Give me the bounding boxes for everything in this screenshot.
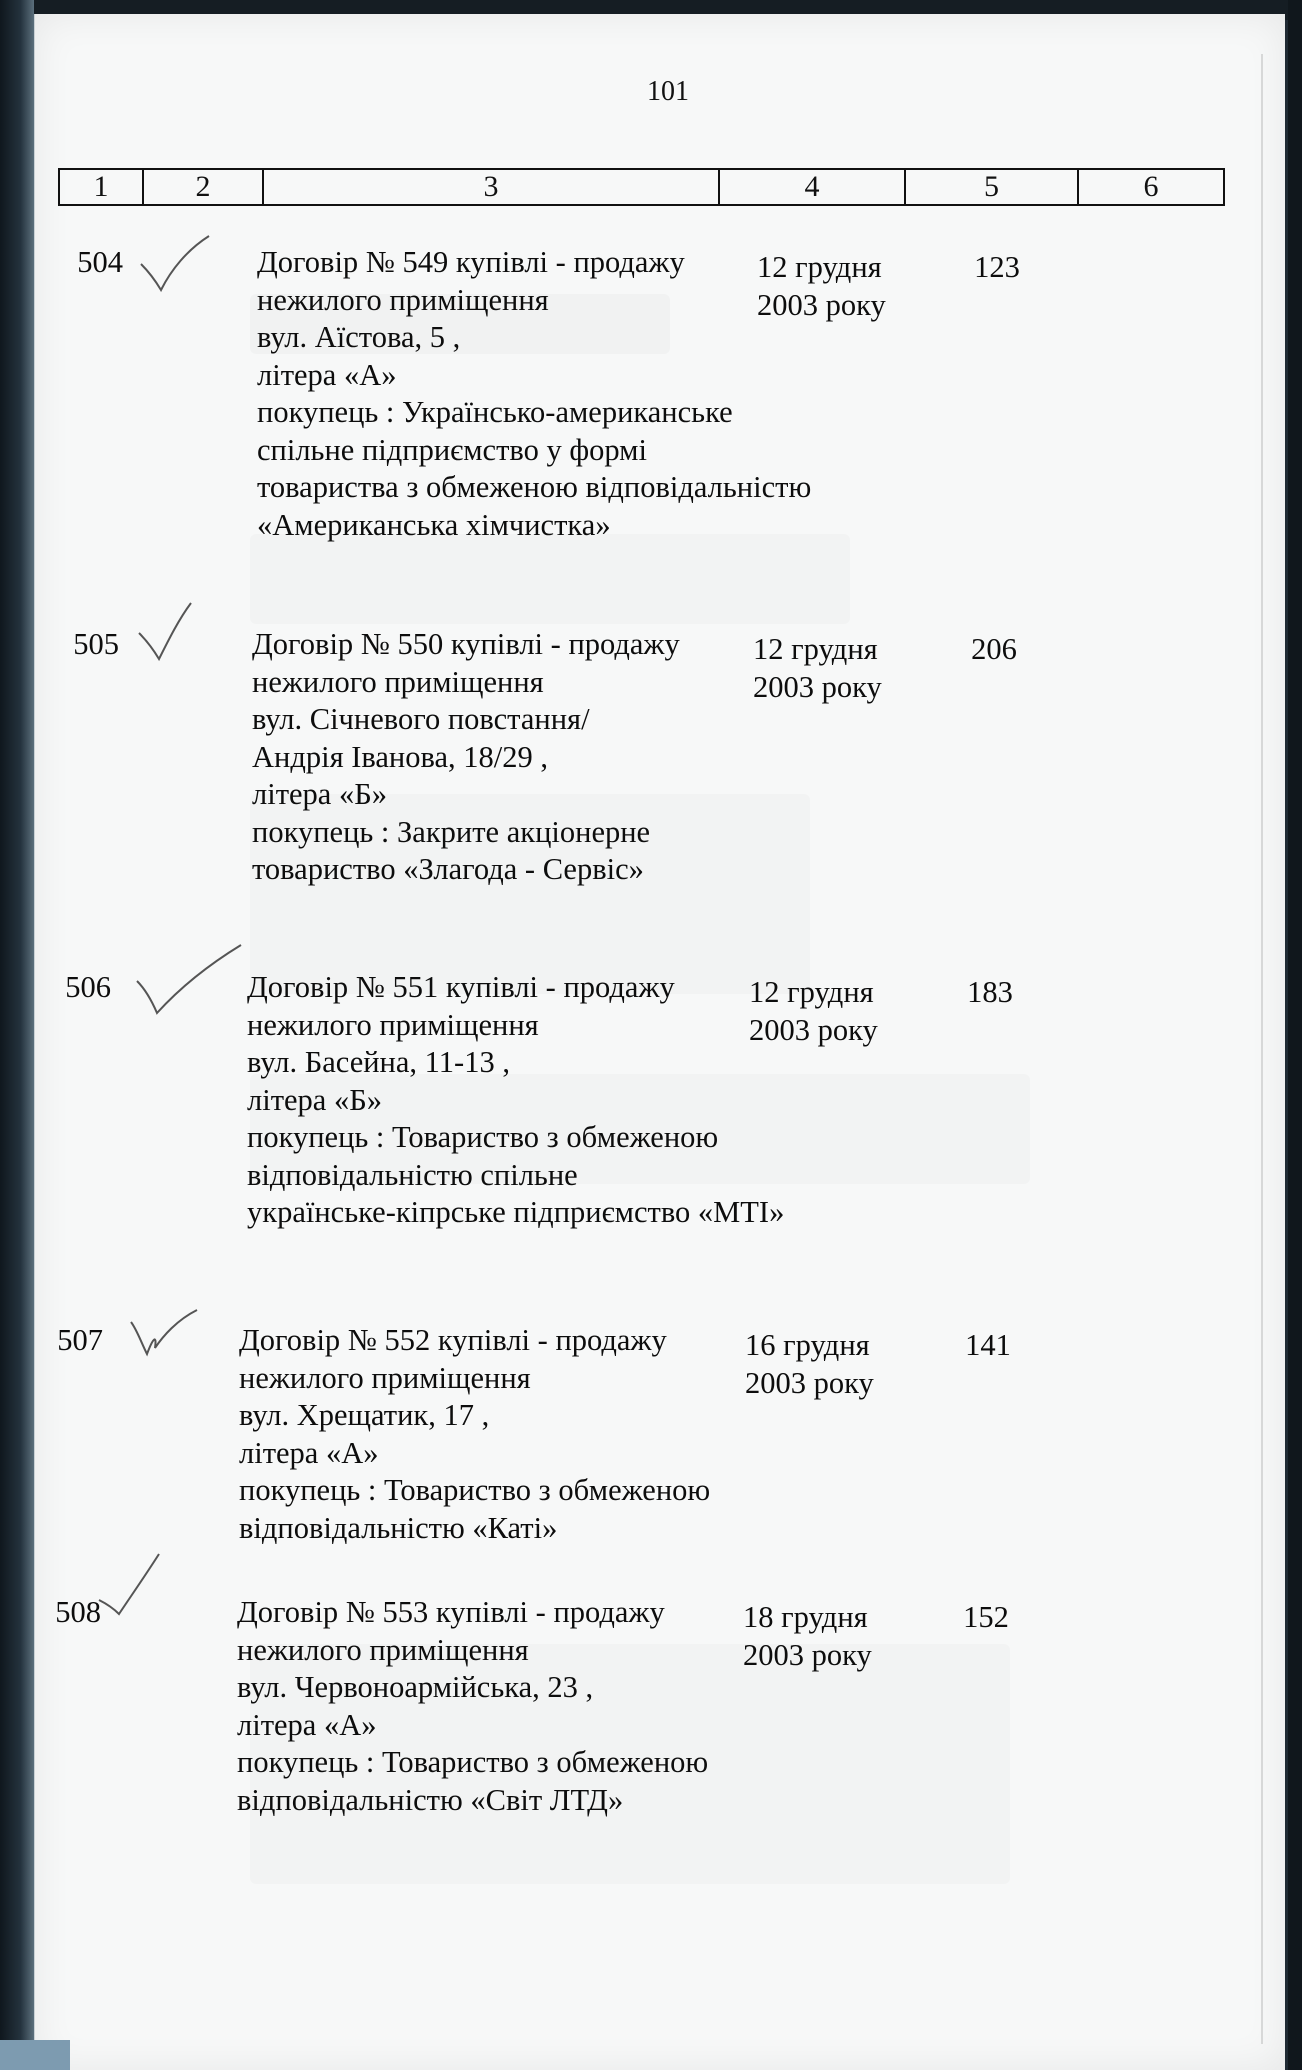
bleed-through [250,534,850,624]
column-header-row [59,169,1224,205]
date-line: 12 грудня [757,250,882,284]
description-line: «Американська хімчистка» [257,507,611,542]
entry-value: 183 [967,975,1013,1009]
entry-date [753,631,913,706]
entry-value: 123 [974,250,1020,284]
description-line: Договір № 552 купівлі - продажу [239,1323,667,1357]
description-line: нежилого приміщення [257,282,549,317]
entry-value: 152 [963,1600,1009,1634]
description-line: відповідальністю «Світ ЛТД» [237,1782,624,1817]
entry-date [749,974,909,1049]
description-line: покупець : Українсько-американське [257,395,733,429]
description-line: вул. Басейна, 11-13 , [247,1045,510,1079]
entry-value: 141 [965,1328,1011,1362]
date-line: 2003 року [745,1365,874,1400]
date-line: 18 грудня [743,1600,868,1634]
date-line: 12 грудня [749,975,874,1009]
checkmark-icon [135,601,215,661]
background-corner [0,2040,70,2070]
column-header-6: 6 [1078,169,1224,205]
description-line: покупець : Закрите акціонерне [252,814,651,849]
date-line: 2003 року [757,287,886,322]
description-line: покупець : Товариство з обмеженою [237,1745,709,1779]
background-left [0,0,34,2070]
checkmark-icon [97,1556,177,1616]
checkmark-icon [135,234,215,294]
description-line: Андрія Іванова, 18/29 , [252,739,549,774]
entry-date [743,1599,903,1674]
date-line: 2003 року [743,1637,872,1672]
checkmark-icon [133,951,243,1011]
description-line: вул. Січневого повстання/ [252,702,590,736]
column-header-1: 1 [59,169,143,205]
description-line: нежилого приміщення [237,1632,529,1667]
description-line: покупець : Товариство з обмеженою [239,1473,711,1507]
description-line: відповідальністю «Каті» [239,1510,558,1545]
background-right [1288,0,1302,2070]
description-line: літера «Б» [247,1082,382,1117]
description-line: товариство «Злагода - Сервіс» [252,852,644,886]
entry-number: 508 [55,1595,101,1629]
document-page [34,14,1285,2070]
date-line: 16 грудня [745,1328,870,1362]
date-line: 12 грудня [753,632,878,666]
description-line: нежилого приміщення [247,1007,539,1042]
page-number: 101 [647,76,689,107]
description-line: нежилого приміщення [252,664,544,699]
entry-number: 507 [57,1323,103,1357]
column-header-3: 3 [263,169,719,205]
description-line: Договір № 553 купівлі - продажу [237,1595,665,1629]
description-line: українське-кіпрське підприємство «МТІ» [247,1195,785,1229]
entry-number: 506 [65,970,111,1004]
description-line: Договір № 549 купівлі - продажу [257,245,685,279]
description-line: літера «А» [257,357,397,392]
entry-date [745,1327,905,1402]
column-header-table [58,168,1225,206]
entry-number: 504 [77,245,123,279]
column-header-4: 4 [719,169,905,205]
description-line: спільне підприємство у формі [257,432,647,467]
description-line: Договір № 551 купівлі - продажу [247,970,675,1004]
column-header-2: 2 [143,169,263,205]
entry-date [757,249,917,324]
description-line: вул. Червоноармійська, 23 , [237,1670,594,1704]
description-line: відповідальністю спільне [247,1157,578,1192]
column-header-5: 5 [905,169,1078,205]
description-line: літера «А» [239,1435,379,1470]
entry-value: 206 [971,632,1017,666]
date-line: 2003 року [749,1012,878,1047]
description-line: вул. Аїстова, 5 , [257,320,461,354]
description-line: літера «А» [237,1707,377,1742]
checkmark-icon [127,1308,207,1368]
page-edge [1261,54,1263,2044]
description-line: Договір № 550 купівлі - продажу [252,627,680,661]
description-line: товариства з обмеженою відповідальністю [257,470,812,504]
description-line: покупець : Товариство з обмеженою [247,1120,719,1154]
description-line: вул. Хрещатик, 17 , [239,1398,490,1432]
entry-number: 505 [73,627,119,661]
date-line: 2003 року [753,669,882,704]
description-line: нежилого приміщення [239,1360,531,1395]
description-line: літера «Б» [252,777,387,811]
